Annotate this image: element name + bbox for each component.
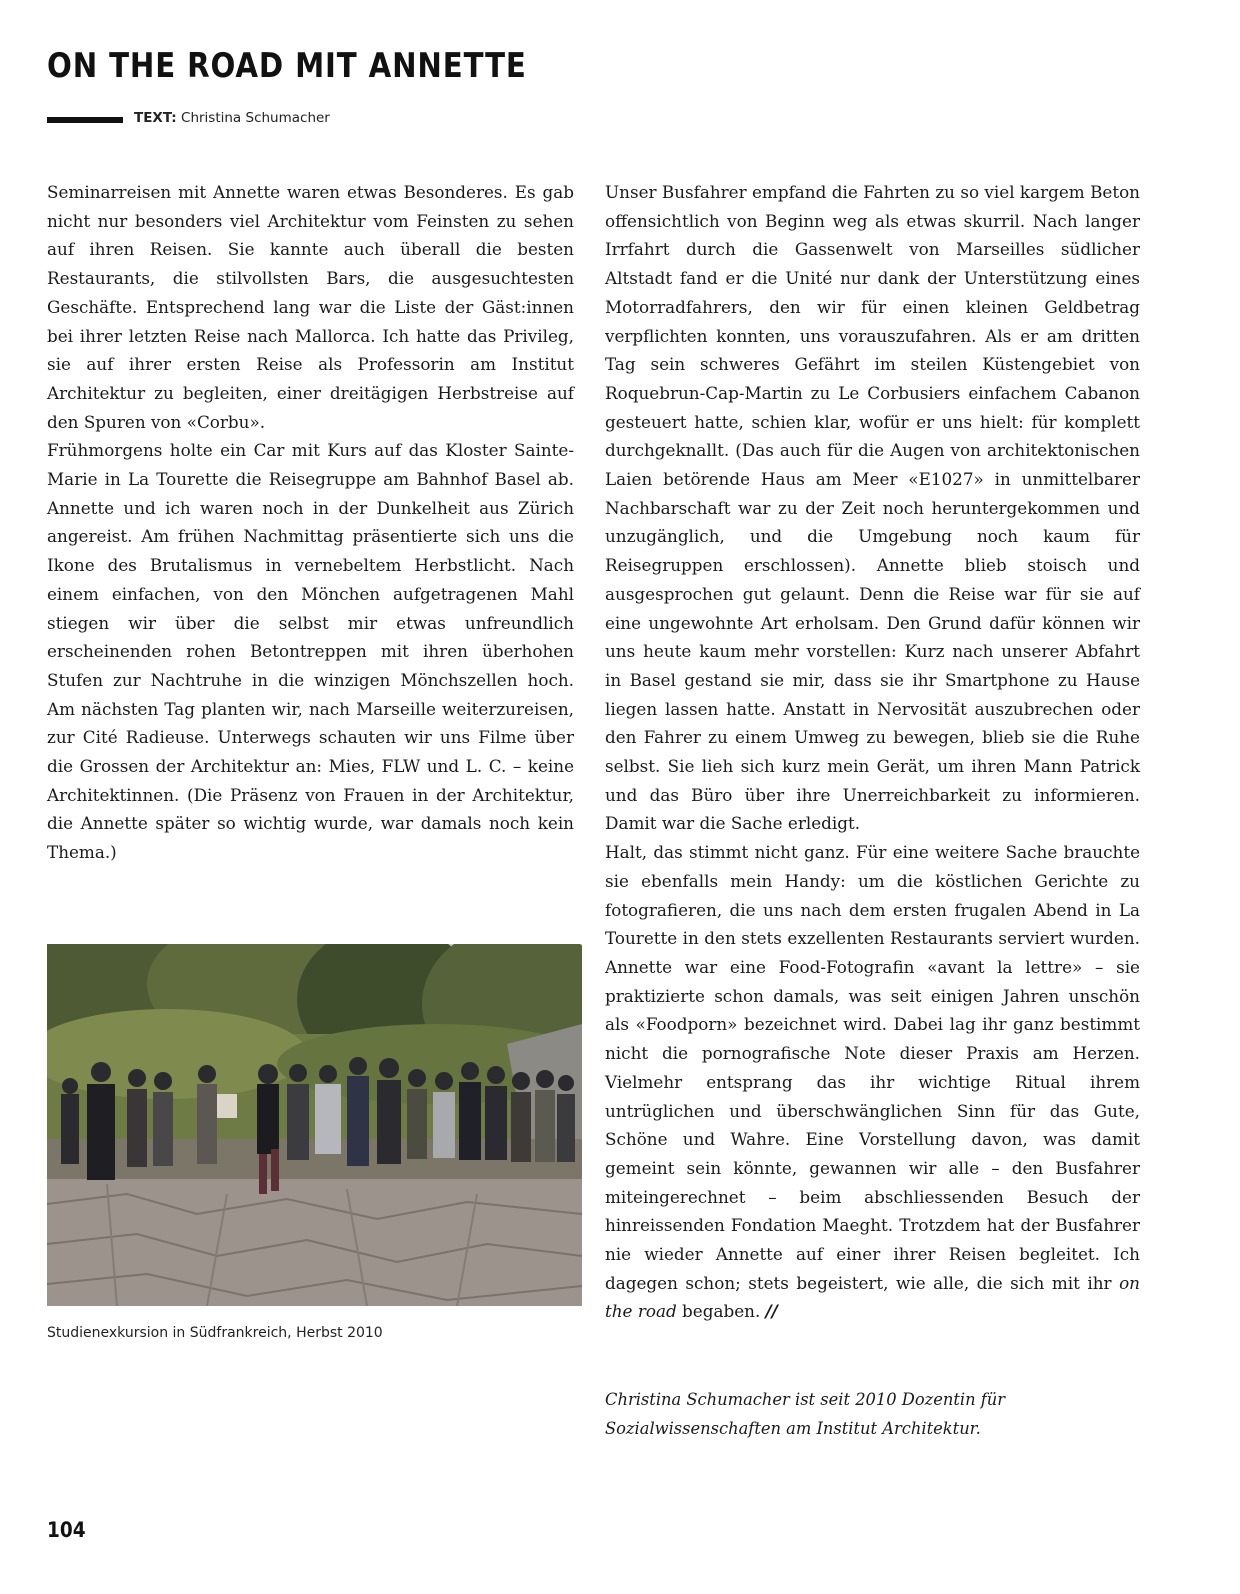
byline-author: Christina Schumacher — [181, 110, 330, 126]
paragraph-final-text: Halt, das stimmt nicht ganz. Für eine weitere Sache brauchte sie ebenfalls mein Handy: um die köstlichen Gerichte zu fotografieren, die uns nach dem ersten frugalen Abend in La Tourette in den stets exzellenten Restaurants serviert wurden. Annette war eine Food-Fotografin «avant la lettre» – sie praktizierte schon damals, was seit einigen Jahren unschön als «Foodporn» bezeichnet wird. Dabei lag ihr ganz bestimmt nicht die pornografische Note dieser Praxis am Herzen. Vielmehr entsprang das ihr wichtige Ritual ihrem untrüglichen und überschwänglichen Sinn für das Gute, Schöne und Wahre. Eine Vorstellung davon, was damit gemeint sein könnte, gewannen wir alle – den Busfahrer miteingerechnet – beim abschliessenden Besuch der hinreissenden Fondation Maeght. Trotzdem hat der Busfahrer nie wieder Annette auf einer ihrer Reisen begleitet. Ich dagegen schon; stets begeistert, wie alle, die sich mit ihr — [605, 842, 1140, 1293]
byline — [134, 110, 330, 126]
photo-caption: Studienexkursion in Südfrankreich, Herbst 2010 — [47, 1325, 383, 1341]
group-photo-illustration — [47, 944, 582, 1306]
byline-label: TEXT: — [134, 110, 177, 126]
article-column-left — [47, 178, 574, 867]
paragraph-final — [605, 838, 1140, 1326]
end-mark: // — [765, 1301, 778, 1322]
article-title: ON THE ROAD MIT ANNETTE — [47, 46, 527, 86]
paragraph: Unser Busfahrer empfand die Fahrten zu so viel kargem Beton offensichtlich von Beginn weg als etwas skurril. Nach langer Irrfahrt durch die Gassenwelt von Marseilles südlicher Altstadt fand er die Unité nur dank der Unterstützung eines Motorradfahrers, den wir für einen kleinen Geldbetrag verpflichten konnten, uns vorauszufahren. Als er am dritten Tag sein schweres Gefährt im steilen Küstengebiet von Roquebrun-Cap-Martin zu Le Corbusiers einfachem Cabanon gesteuert hatte, schien klar, wofür er uns hielt: für komplett durchgeknallt. (Das auch für die Augen von architektonischen Laien betörende Haus am Meer «E1027» in unmittelbarer Nachbarschaft war zu der Zeit noch heruntergekommen und unzugänglich, und die Umgebung noch kaum für Reisegruppen erschlossen). Annette blieb stoisch und ausgesprochen gut gelaunt. Denn die Reise war für sie auf eine ungewohnte Art erholsam. Den Grund dafür können wir uns heute kaum mehr vorstellen: Kurz nach unserer Abfahrt in Basel gestand sie mir, dass sie ihr Smartphone zu Hause liegen lassen hatte. Anstatt in Nervosität auszubrechen oder den Fahrer zu einem Umweg zu bewegen, blieb sie die Ruhe selbst. Sie lieh sich kurz mein Gerät, um ihren Mann Patrick und das Büro über ihre Unerreichbarkeit zu informieren. Damit war die Sache erledigt. — [605, 182, 1140, 834]
paragraph: Frühmorgens holte ein Car mit Kurs auf das Kloster Sainte-Marie in La Tourette die Reisegruppe am Bahnhof Basel ab. Annette und ich waren noch in der Dunkelheit aus Zürich angereist. Am frühen Nachmittag präsentierte sich uns die Ikone des Brutalismus in vernebeltem Herbstlicht. Nach einem einfachen, von den Mönchen aufgetragenen Mahl stiegen wir über die selbst mir etwas unfreundlich erscheinenden rohen Betontreppen mit ihren überhohen Stufen zur Nachtruhe in die winzigen Mönchszellen hoch. Am nächsten Tag planten wir, nach Marseille weiterzureisen, zur Cité Radieuse. Unterwegs schauten wir uns Filme über die Grossen der Architektur an: Mies, FLW und L. C. – keine Architektinnen. (Die Präsenz von Frauen in der Architektur, die Annette später so wichtig wurde, war damals noch kein Thema.) — [47, 440, 574, 863]
article-column-right — [605, 178, 1140, 1326]
page-number: 104 — [47, 1518, 86, 1542]
group-photo — [47, 944, 582, 1306]
paragraph-final-end: begaben. — [682, 1301, 761, 1322]
byline-rule — [47, 117, 123, 123]
paragraph: Seminarreisen mit Annette waren etwas Besonderes. Es gab nicht nur besonders viel Architektur vom Feinsten zu sehen auf ihren Reisen. Sie kannte auch überall die besten Restaurants, die stilvollsten Bars, die ausgesuchtesten Geschäfte. Entsprechend lang war die Liste der Gäst:innen bei ihrer letzten Reise nach Mallorca. Ich hatte das Privileg, sie auf ihrer ersten Reise als Professorin am Institut Architektur zu begleiten, einer dreitägigen Herbstreise auf den Spuren von «Corbu». — [47, 182, 574, 432]
author-bio: Christina Schumacher ist seit 2010 Dozentin für Sozialwissenschaften am Institut Architektur. — [605, 1390, 1006, 1438]
phrase-on-the-road: on the road — [605, 1272, 1140, 1322]
